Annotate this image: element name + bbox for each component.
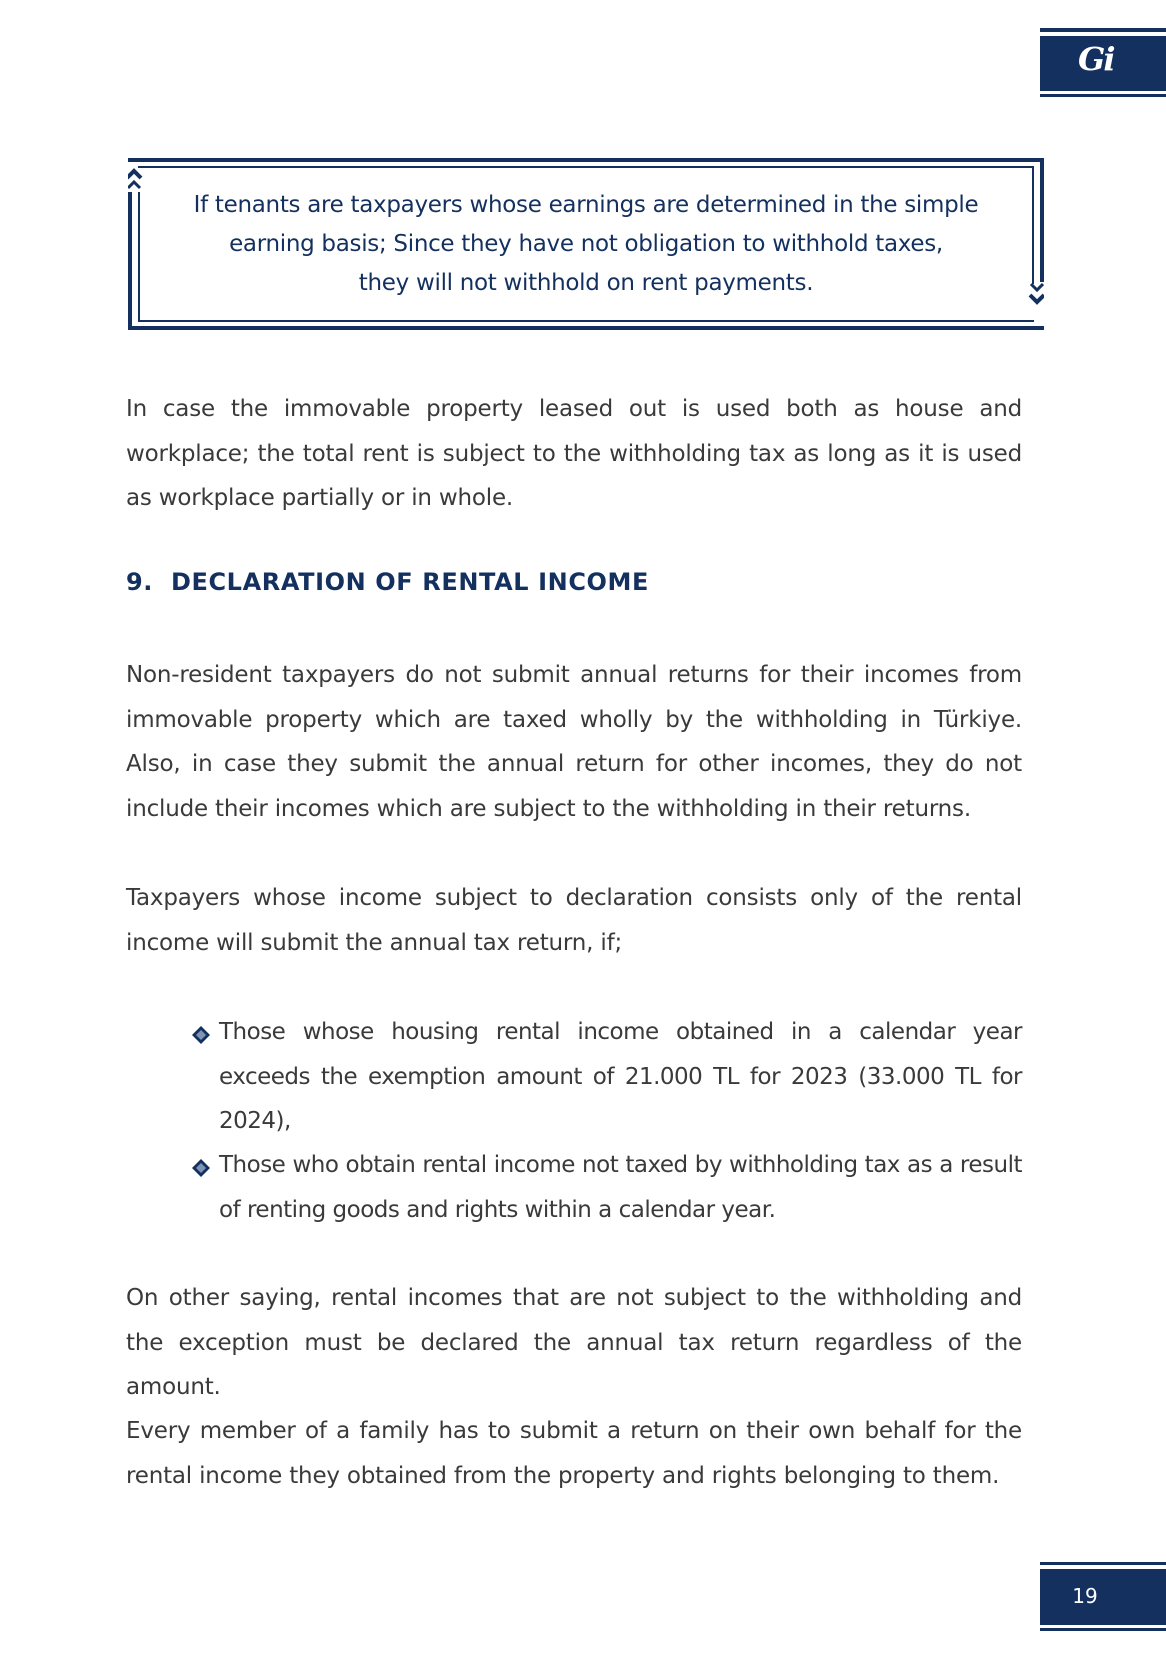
callout-line: they will not withhold on rent payments. — [358, 270, 814, 296]
callout-box — [128, 156, 1044, 334]
paragraph: Taxpayers whose income subject to declaration consists only of the rental income will submit the annual tax return, if; — [126, 885, 1022, 956]
list-item — [192, 1010, 1022, 1144]
chevron-down-icon — [1030, 284, 1044, 302]
paragraph: Non-resident taxpayers do not submit annual returns for their incomes from immovable property which are taxed wholly by the withholding in Türkiye. Also, in case they submit the annual return for other incomes, they do not include their incomes which are subject to the withholding in their returns. — [126, 662, 1022, 822]
diamond-bullet-icon — [192, 1026, 210, 1044]
intro-paragraph: In case the immovable property leased out is used both as house and workplace; the total rent is subject to the withholding tax as long as it is used as workplace partially or in whole. — [126, 396, 1022, 511]
diamond-bullet-icon — [192, 1159, 210, 1177]
callout-line: earning basis; Since they have not obligation to withhold taxes, — [229, 231, 943, 257]
list-item-text: Those who obtain rental income not taxed by withholding tax as a result of renting goods and rights within a calendar year. — [219, 1152, 1022, 1223]
callout-text — [188, 186, 984, 303]
logo-tab — [1040, 28, 1166, 98]
chevron-up-icon — [128, 171, 141, 188]
callout-line: If tenants are taxpayers whose earnings are determined in the simple — [193, 192, 979, 218]
section-number: 9. — [126, 568, 154, 596]
paragraph: On other saying, rental incomes that are not subject to the withholding and the exception must be declared the annual tax return regardless of the amount. — [126, 1285, 1022, 1400]
paragraph: Every member of a family has to submit a return on their own behalf for the rental income they obtained from the property and rights belonging to them. — [126, 1418, 1022, 1489]
section-title: DECLARATION OF RENTAL INCOME — [170, 568, 650, 596]
list-item-text: Those whose housing rental income obtained in a calendar year exceeds the exemption amount of 21.000 TL for 2023 (33.000 TL for 2024), — [219, 1019, 1022, 1134]
page-number: 19 — [1072, 1584, 1098, 1608]
logo: Gi — [1078, 40, 1114, 78]
list-item — [192, 1143, 1022, 1232]
page-number-tab — [1040, 1562, 1166, 1632]
section-heading — [126, 568, 649, 596]
